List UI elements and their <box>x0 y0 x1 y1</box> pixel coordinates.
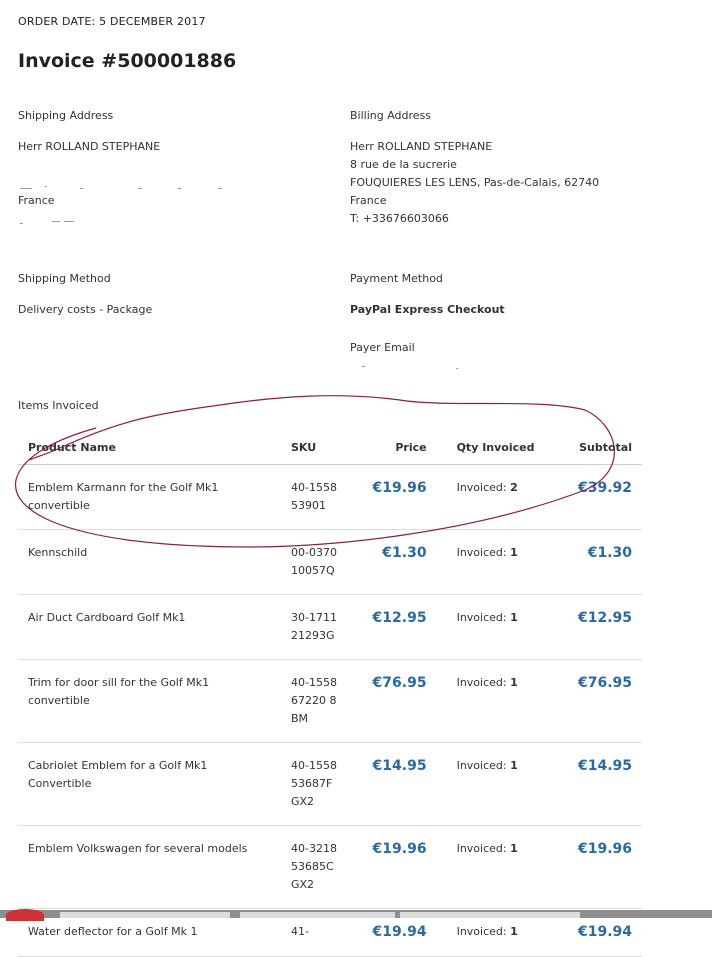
col-price: Price <box>353 430 437 465</box>
product-price: €19.96 <box>372 841 427 857</box>
items-table <box>18 430 642 957</box>
billing-line: Herr ROLLAND STEPHANE <box>350 140 493 153</box>
redacted-mark <box>64 221 74 222</box>
product-name: Water deflector for a Golf Mk 1 <box>18 909 281 957</box>
redacted-mark <box>178 188 181 189</box>
col-sku: SKU <box>281 430 353 465</box>
redacted-mark <box>52 221 60 222</box>
qty-prefix: Invoiced: <box>456 842 507 855</box>
qty-value: 2 <box>510 481 518 494</box>
redacted-mark <box>45 186 47 187</box>
product-price: €19.96 <box>372 480 427 496</box>
qty-prefix: Invoiced: <box>456 481 507 494</box>
product-name: Kennschild <box>18 530 281 595</box>
shipping-address-label: Shipping Address <box>18 109 114 122</box>
billing-line: FOUQUIERES LES LENS, Pas-de-Calais, 62740 <box>350 176 600 189</box>
redacted-mark <box>456 368 458 369</box>
qty-prefix: Invoiced: <box>456 759 507 772</box>
billing-line: 8 rue de la sucrerie <box>350 158 457 171</box>
product-name: Emblem Volkswagen for several models <box>18 826 281 909</box>
col-subtotal: Subtotal <box>558 430 642 465</box>
table-row <box>18 743 642 826</box>
product-price: €19.94 <box>372 924 427 940</box>
payment-method-value: PayPal Express Checkout <box>350 303 505 316</box>
product-price: €1.30 <box>382 545 427 561</box>
qty-prefix: Invoiced: <box>456 676 507 689</box>
table-row <box>18 465 642 530</box>
product-sku: 30-171121293G <box>281 595 353 660</box>
payer-email-label: Payer Email <box>350 341 415 354</box>
product-name: Cabriolet Emblem for a Golf Mk1 Convertible <box>18 743 281 826</box>
qty-value: 1 <box>510 759 518 772</box>
product-sku: 40-155853687F GX2 <box>281 743 353 826</box>
product-price: €12.95 <box>372 610 427 626</box>
billing-phone: T: +33676603066 <box>350 212 449 225</box>
product-name: Air Duct Cardboard Golf Mk1 <box>18 595 281 660</box>
taskbar-item[interactable] <box>400 912 580 918</box>
product-price: €76.95 <box>372 675 427 691</box>
table-row <box>18 530 642 595</box>
product-subtotal: €12.95 <box>577 610 632 626</box>
items-invoiced-label: Items Invoiced <box>18 399 99 412</box>
shipping-method-value: Delivery costs - Package <box>18 303 153 316</box>
table-row <box>18 826 642 909</box>
product-sku: 40-155867220 8BM <box>281 660 353 743</box>
shipping-method-label: Shipping Method <box>18 272 111 285</box>
redacted-mark <box>20 188 32 189</box>
product-name: Emblem Karmann for the Golf Mk1 convertible <box>18 465 281 530</box>
qty-prefix: Invoiced: <box>456 925 507 938</box>
order-date: ORDER DATE: 5 DECEMBER 2017 <box>18 15 206 28</box>
qty-value: 1 <box>510 676 518 689</box>
product-subtotal: €76.95 <box>577 675 632 691</box>
invoice-title: Invoice #500001886 <box>18 50 237 72</box>
taskbar-item[interactable] <box>60 912 230 918</box>
qty-value: 1 <box>510 611 518 624</box>
product-price: €14.95 <box>372 758 427 774</box>
redacted-mark <box>218 188 222 189</box>
taskbar-item[interactable] <box>240 912 395 918</box>
redacted-mark <box>362 366 365 367</box>
product-subtotal: €1.30 <box>587 545 632 561</box>
product-subtotal: €19.96 <box>577 841 632 857</box>
qty-prefix: Invoiced: <box>456 611 507 624</box>
shipping-country: France <box>18 194 55 207</box>
qty-prefix: Invoiced: <box>456 546 507 559</box>
table-row <box>18 660 642 743</box>
product-sku: 41- <box>281 909 353 957</box>
qty-value: 1 <box>510 546 518 559</box>
qty-value: 1 <box>510 842 518 855</box>
redacted-mark <box>80 188 83 189</box>
product-sku: 40-321853685C GX2 <box>281 826 353 909</box>
table-row <box>18 595 642 660</box>
product-name: Trim for door sill for the Golf Mk1 convertible <box>18 660 281 743</box>
qty-value: 1 <box>510 925 518 938</box>
product-subtotal: €14.95 <box>577 758 632 774</box>
product-subtotal: €39.92 <box>577 480 632 496</box>
product-sku: 00-037010057Q <box>281 530 353 595</box>
billing-line: France <box>350 194 387 207</box>
items-header-row <box>18 430 642 465</box>
col-qty-invoiced: Qty Invoiced <box>437 430 559 465</box>
start-button-icon[interactable] <box>6 909 44 921</box>
product-subtotal: €19.94 <box>577 924 632 940</box>
redacted-mark <box>20 223 23 224</box>
payment-method-label: Payment Method <box>350 272 443 285</box>
col-product-name: Product Name <box>18 430 281 465</box>
product-sku: 40-155853901 <box>281 465 353 530</box>
billing-address-label: Billing Address <box>350 109 432 122</box>
redacted-mark <box>138 188 142 189</box>
taskbar <box>0 910 712 918</box>
shipping-name: Herr ROLLAND STEPHANE <box>18 140 161 153</box>
